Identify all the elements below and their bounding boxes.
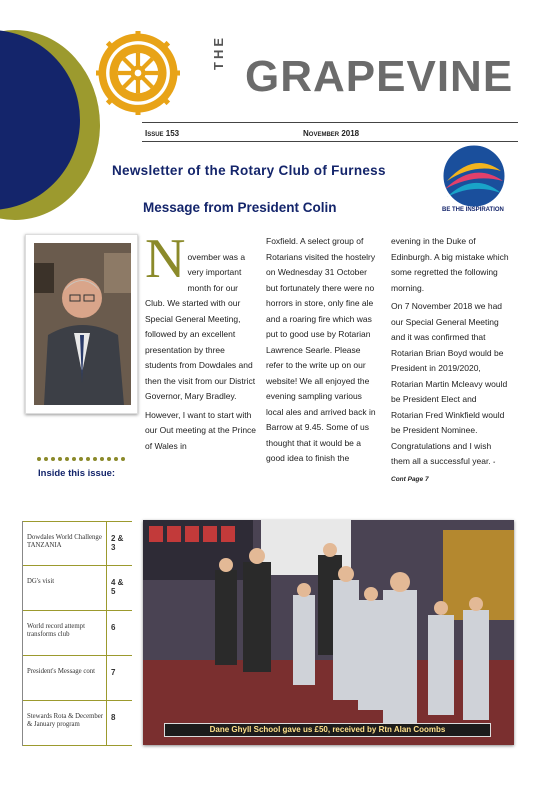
table-of-contents xyxy=(22,521,132,746)
school-hall-image xyxy=(143,520,514,745)
masthead-title: GRAPEVINE xyxy=(245,52,514,101)
article-heading: Message from President Colin xyxy=(143,200,337,215)
president-portrait-image xyxy=(34,243,131,405)
rotary-wheel-logo xyxy=(96,31,180,115)
inspiration-tagline: BE THE INSPIRATION xyxy=(442,207,504,213)
toc-entry-page: 4 & 5 xyxy=(111,578,124,596)
inside-issue-title: Inside this issue: xyxy=(38,468,116,479)
article-paragraph: ovember was a very important month for our Club. We started with our Special General Meeting, followed by an excellent presentation by three students from Dowdales and then the visit from our District Governor, Mary Bradley. xyxy=(145,251,256,401)
drop-cap: N xyxy=(145,228,186,290)
toc-entry-title: World record attempt transforms club xyxy=(23,611,107,655)
article-paragraph: However, I want to start with our Out meeting at the Prince of Wales in xyxy=(145,409,257,451)
article-column-3 xyxy=(391,234,509,490)
toc-entry-page: 7 xyxy=(111,668,116,677)
toc-entry-page: 6 xyxy=(111,623,116,632)
school-photo xyxy=(143,520,514,745)
toc-entry-title: DG's visit xyxy=(23,566,107,610)
article-paragraph: evening in the Duke of Edinburgh. A big mistake which some regretted the following morning. xyxy=(391,236,509,293)
article-column-2 xyxy=(266,234,380,470)
article-paragraph: Foxfield. A select group of Rotarians visited the hostelry on Wednesday 31 October but fortunately there were no horrors in store, only fine ale and a roaring fire which was put to good use by Rotarian Lawrence Searle. Please refer to the write up on our website! We all enjoyed the evening sampling various local ales and arrived back in Barrow at 9.45. Some of us thought that it would be a good idea to finish the xyxy=(266,236,376,463)
toc-row[interactable] xyxy=(23,611,132,656)
president-photo xyxy=(25,234,138,414)
masthead-the-label: THE xyxy=(211,35,226,70)
divider-top xyxy=(142,122,518,123)
photo-caption: Dane Ghyll School gave us £50, received by Rtn Alan Coombs xyxy=(164,723,491,737)
toc-entry-page: 8 xyxy=(111,713,116,722)
continued-link[interactable]: -Cont Page 7 xyxy=(391,459,496,483)
toc-row[interactable] xyxy=(23,521,132,566)
decorative-dots xyxy=(37,457,125,461)
toc-entry-title: Dowdales World Challenge TANZANIA xyxy=(23,522,107,565)
toc-row[interactable] xyxy=(23,566,132,611)
toc-entry-title: Stewards Rota & December & January program xyxy=(23,701,107,745)
toc-entry-page: 2 & 3 xyxy=(111,534,124,552)
toc-row[interactable] xyxy=(23,656,132,701)
be-the-inspiration-logo xyxy=(439,136,509,216)
newsletter-subtitle: Newsletter of the Rotary Club of Furness xyxy=(112,163,386,178)
article-paragraph: On 7 November 2018 we had our Special General Meeting and it was confirmed that Rotarian Brian Boyd would be President in 2019/2020, Rotarian Martin Mcleavy would be President Elect and Rotarian Fred Winkfield would be President Nominee. Congratulations and I wish them all a successful year. xyxy=(391,301,508,466)
toc-row[interactable] xyxy=(23,701,132,746)
issue-date: November 2018 xyxy=(303,129,360,138)
toc-entry-title: President's Message cont xyxy=(23,656,107,700)
issue-number: Issue 153 xyxy=(145,129,180,138)
article-column-1 xyxy=(145,228,257,457)
